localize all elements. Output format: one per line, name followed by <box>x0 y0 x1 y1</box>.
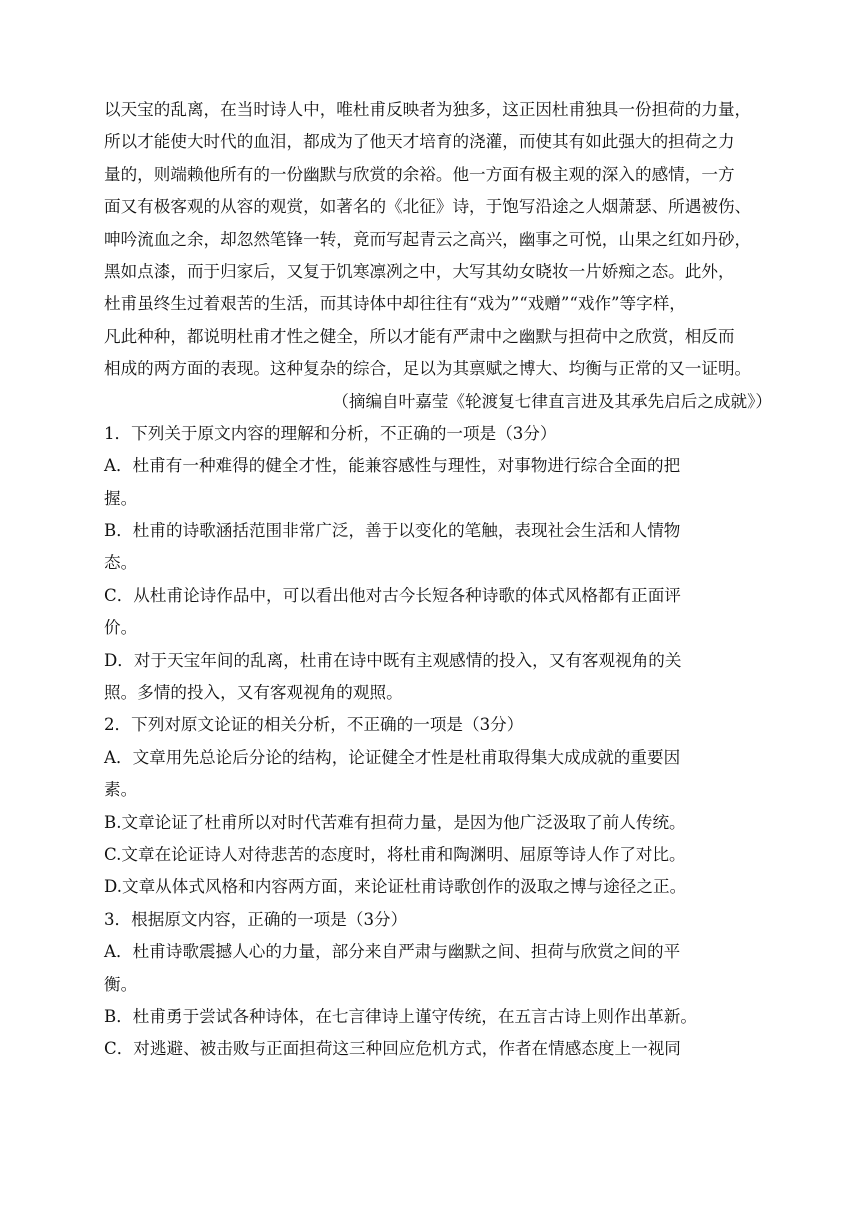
option-d-line-2: 照。多情的投入，又有客观视角的观照。 <box>104 683 403 703</box>
option-a-line-1: A．杜甫有一种难得的健全才性，能兼容感性与理性，对事物进行综合全面的把 <box>104 456 681 476</box>
option-b-line-2: 态。 <box>104 553 138 573</box>
option-a-line-2: 握。 <box>104 488 138 508</box>
option-a-line-1: A．杜甫诗歌震撼人心的力量，部分来自严肃与幽默之间、担荷与欣赏之间的平 <box>104 942 681 962</box>
option-c-line-1: C．从杜甫论诗作品中，可以看出他对古今长短各种诗歌的体式风格都有正面评 <box>104 585 681 605</box>
option-b-line-1: B．杜甫的诗歌涵括范围非常广泛，善于以变化的笔触，表现社会生活和人情物 <box>104 521 681 541</box>
option-c: C．对逃避、被击败与正面担荷这三种回应危机方式，作者在情感态度上一视同 <box>104 1039 681 1059</box>
question-3 <box>104 904 772 1066</box>
passage-line: 面又有极客观的从容的观赏，如著名的《北征》诗，于饱写沿途之人烟萧瑟、所遇被伤、 <box>104 197 752 217</box>
option-a-line-2: 衡。 <box>104 974 138 994</box>
question-stem: 1．下列关于原文内容的理解和分析，不正确的一项是（3分） <box>104 423 557 443</box>
option-c: C.文章在论证诗人对待悲苦的态度时，将杜甫和陶渊明、屈原等诗人作了对比。 <box>104 844 686 864</box>
passage-line: 所以才能使大时代的血泪，都成为了他天才培育的浇灌，而使其有如此强大的担荷之力 <box>104 132 735 152</box>
passage-line: 以天宝的乱离，在当时诗人中，唯杜甫反映者为独多，这正因杜甫独具一份担荷的力量， <box>104 100 752 119</box>
question-stem: 2．下列对原文论证的相关分析，不正确的一项是（3分） <box>104 715 524 735</box>
passage-line: 黑如点漆，而于归家后，又复于饥寒凛冽之中，大写其幼女晓妆一片娇痴之态。此外， <box>104 261 735 281</box>
option-a-line-1: A．文章用先总论后分论的结构，论证健全才性是杜甫取得集大成成就的重要因 <box>104 747 681 767</box>
question-stem: 3．根据原文内容，正确的一项是（3分） <box>104 909 408 929</box>
passage-line: 呻吟流血之余，却忽然笔锋一转，竟而写起青云之高兴，幽事之可悦，山果之红如丹砂， <box>104 229 752 249</box>
question-2 <box>104 709 772 903</box>
passage-line: 量的，则端赖他所有的一份幽默与欣赏的余裕。他一方面有极主观的深入的感情，一方 <box>104 164 735 184</box>
option-b: B．杜甫勇于尝试各种诗体，在七言律诗上谨守传统，在五言古诗上则作出革新。 <box>104 1006 697 1026</box>
option-c-line-2: 价。 <box>104 618 138 638</box>
question-1 <box>104 418 772 710</box>
passage-line: 凡此种种，都说明杜甫才性之健全，所以才能有严肃中之幽默与担荷中之欣赏，相反而 <box>104 326 735 346</box>
source-citation: （摘编自叶嘉莹《轮渡复七律直言进及其承先启后之成就》） <box>332 391 772 411</box>
option-a-line-2: 素。 <box>104 780 138 800</box>
passage-line: 杜甫虽终生过着艰苦的生活，而其诗体中却往往有“戏为”“戏赠”“戏作”等字样， <box>104 294 686 314</box>
option-d: D.文章从体式风格和内容两方面，来论证杜甫诗歌创作的汲取之博与途径之正。 <box>104 877 687 897</box>
document-body <box>104 94 772 1066</box>
passage <box>104 94 772 386</box>
option-d-line-1: D．对于天宝年间的乱离，杜甫在诗中既有主观感情的投入，又有客观视角的关 <box>104 650 682 670</box>
passage-line: 相成的两方面的表现。这种复杂的综合，足以为其禀赋之博大、均衡与正常的又一证明。 <box>104 359 752 379</box>
option-b: B.文章论证了杜甫所以对时代苦难有担荷力量，是因为他广泛汲取了前人传统。 <box>104 812 686 832</box>
